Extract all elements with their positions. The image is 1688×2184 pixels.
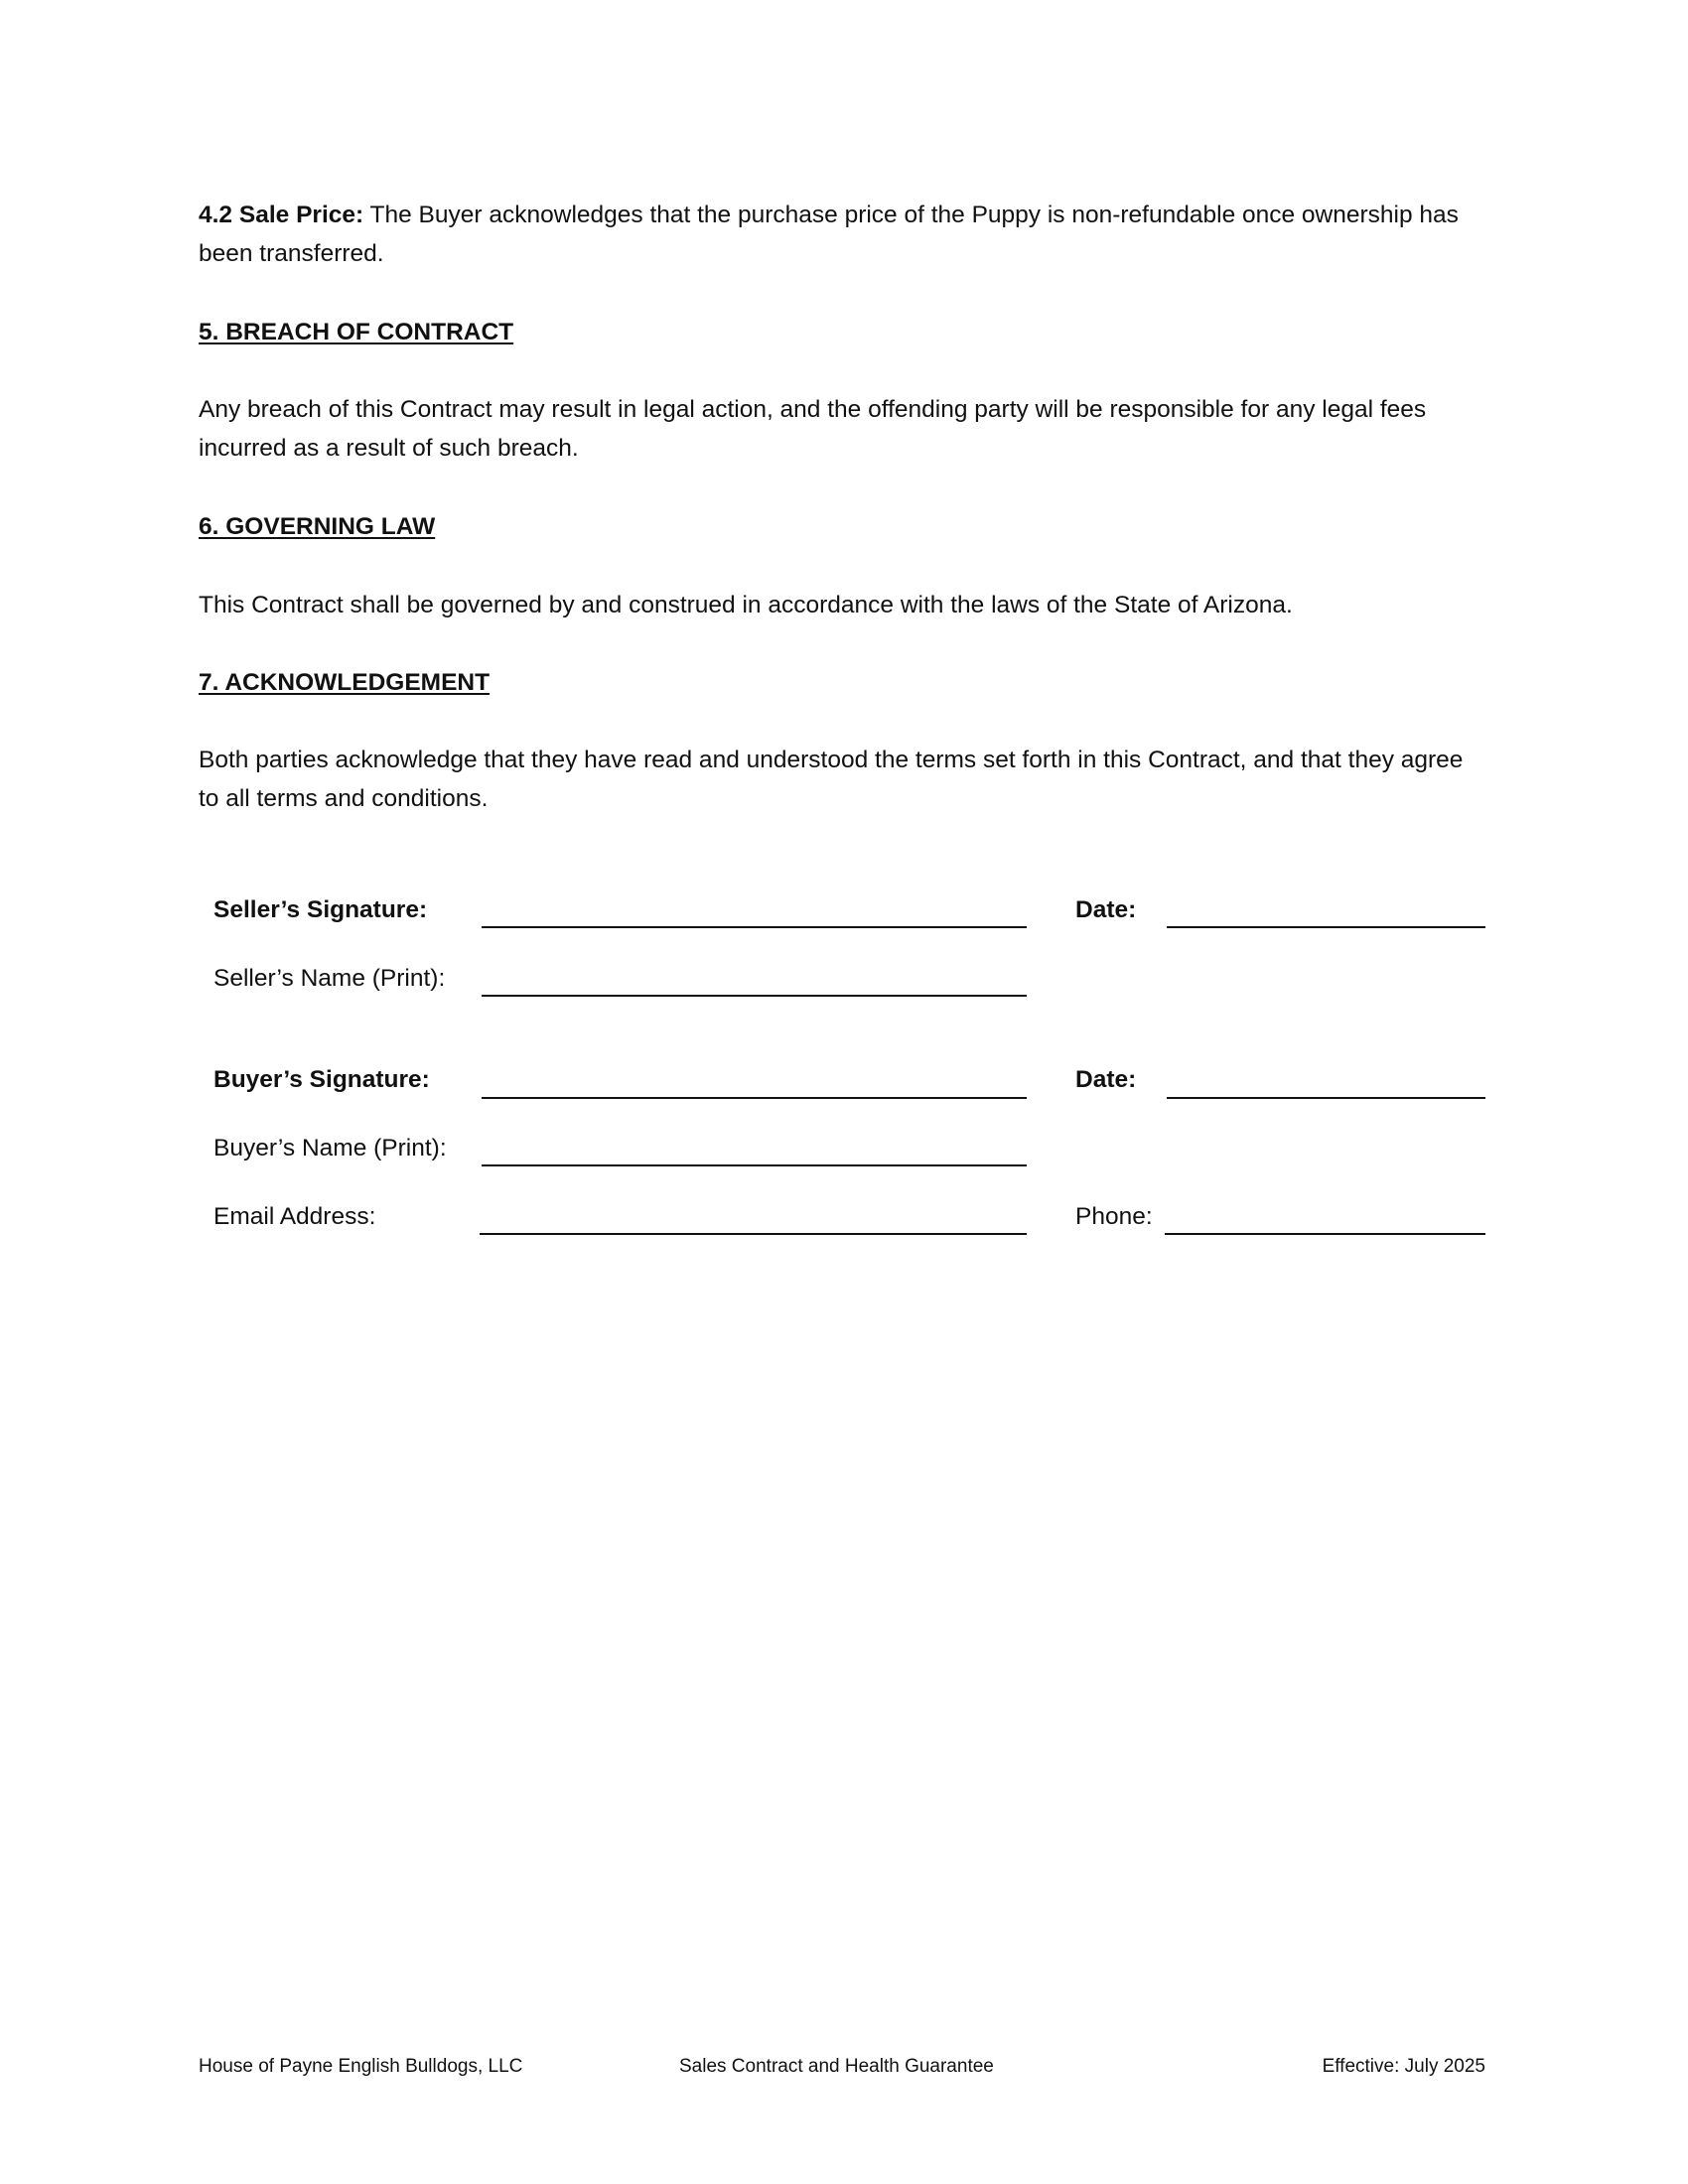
section-5-heading: 5. BREACH OF CONTRACT (199, 319, 514, 345)
seller-signature-line[interactable] (482, 926, 1027, 928)
email-label: Email Address: (213, 1203, 376, 1230)
buyer-signature-line[interactable] (482, 1097, 1027, 1099)
seller-name-label: Seller’s Name (Print): (213, 965, 446, 992)
footer-company: House of Payne English Bulldogs, LLC (199, 2056, 523, 2077)
section-4-2-text: The Buyer acknowledges that the purchase price of the Puppy is non-refundable once ownership has been transferred. (199, 202, 1459, 267)
phone-line[interactable] (1165, 1233, 1485, 1235)
footer-effective-date: Effective: July 2025 (1322, 2056, 1485, 2077)
footer-document-title: Sales Contract and Health Guarantee (679, 2056, 994, 2077)
buyer-name-line[interactable] (482, 1164, 1027, 1166)
section-4-2-label: 4.2 Sale Price: (199, 202, 364, 228)
section-6-text: This Contract shall be governed by and construed in accordance with the laws of the State of Arizona. (199, 592, 1293, 618)
section-4-2-paragraph (199, 196, 1489, 273)
email-line[interactable] (480, 1233, 1027, 1235)
seller-name-line[interactable] (482, 995, 1027, 997)
section-5-text: Any breach of this Contract may result in legal action, and the offending party will be responsible for any legal fees incurred as a result of such breach. (199, 396, 1427, 462)
phone-label: Phone: (1075, 1203, 1153, 1230)
section-7-text: Both parties acknowledge that they have read and understood the terms set forth in this Contract, and that they agree to all terms and conditions. (199, 747, 1464, 812)
section-6-heading: 6. GOVERNING LAW (199, 513, 436, 540)
seller-signature-label: Seller’s Signature: (213, 896, 428, 923)
buyer-date-line[interactable] (1167, 1097, 1485, 1099)
seller-date-line[interactable] (1167, 926, 1485, 928)
buyer-signature-label: Buyer’s Signature: (213, 1066, 430, 1093)
seller-date-label: Date: (1075, 896, 1137, 923)
buyer-date-label: Date: (1075, 1066, 1137, 1093)
section-7-heading: 7. ACKNOWLEDGEMENT (199, 669, 491, 696)
buyer-name-label: Buyer’s Name (Print): (213, 1135, 447, 1161)
